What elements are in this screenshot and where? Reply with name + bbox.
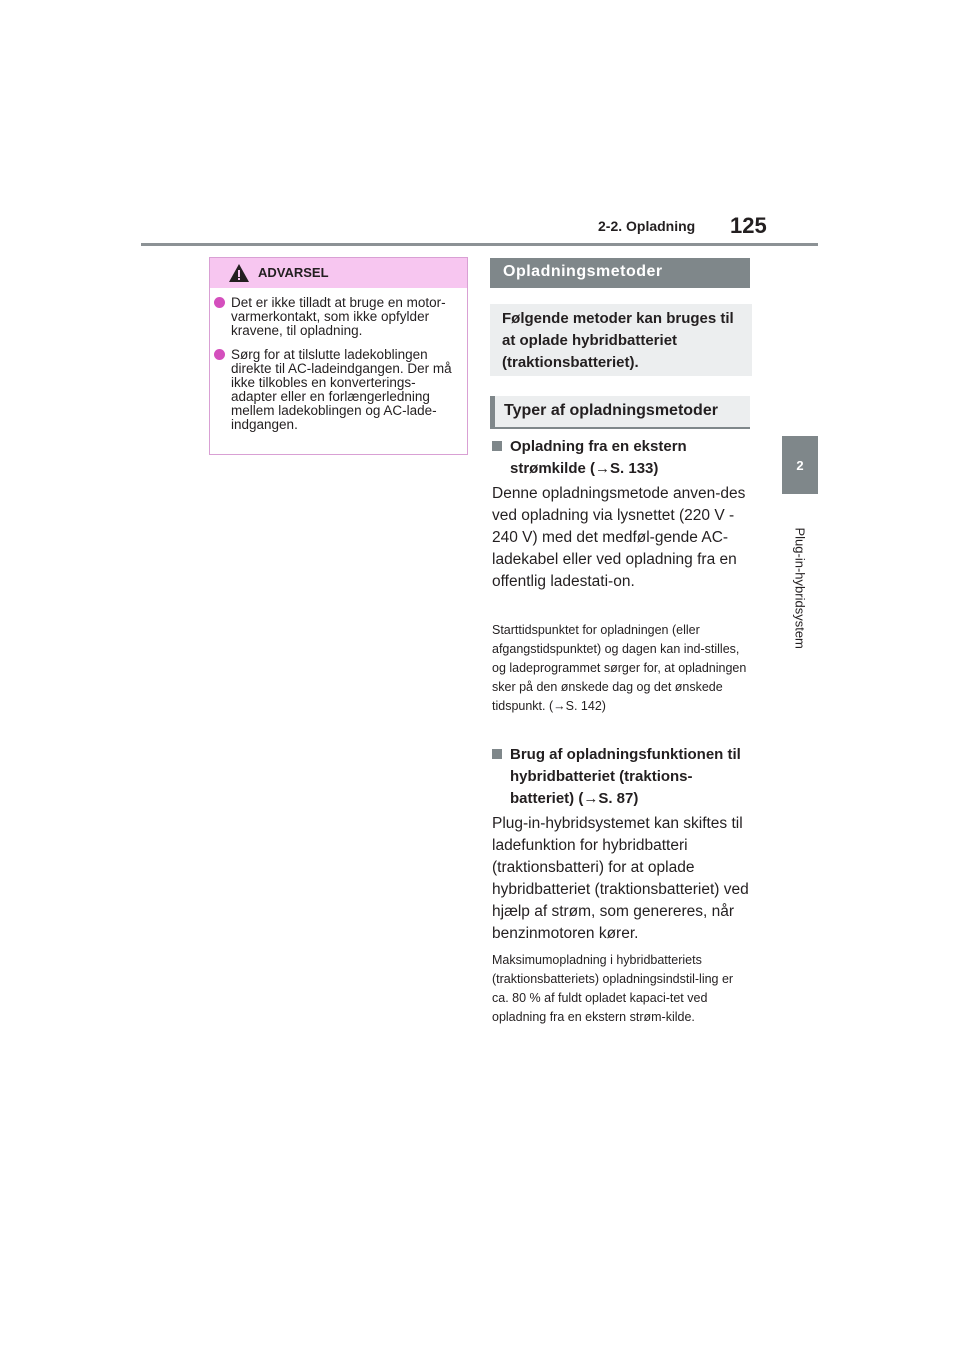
item-heading-text: Opladning fra en ekstern strømkilde (→S. 133) [510,438,687,477]
page-number: 125 [730,213,767,238]
square-bullet-icon [492,441,502,451]
warning-box [209,257,468,455]
warning-item [213,296,461,338]
item-heading [492,436,750,480]
item-note: Maksimumopladning i hybridbatteriets (traktionsbatteriets) opladningsindstil-ling er ca. 80 % af fuldt opladet kapaci-tet ved opladning fra en ekstern strøm-kilde. [492,953,734,1024]
subsection-heading [490,396,750,429]
section-heading-text: Opladningsmetoder [503,263,663,280]
item-note: Starttidspunktet for opladningen (eller afgangstidspunktet) og dagen kan ind-stilles, og ladeprogrammet sørger for, at opladningen sker på den ønskede dag og det ønskede tidspunkt. (→S. 142) [492,623,747,713]
item-body: Plug-in-hybridsystemet kan skiftes til ladefunktion for hybridbatteri (traktionsbatteri) for at oplade hybridbatteriet (traktionsbatteriet) ved hjælp af strøm, som genereres, når benzinmotoren kører. [492,815,749,942]
item-heading [492,744,750,810]
item-heading-text: Brug af opladningsfunktionen til hybridbatteriet (traktions-batteriet) (→S. 87) [510,746,741,807]
warning-item [213,348,461,432]
subsection-heading-text: Typer af opladningsmetoder [504,402,718,419]
section-title: 2-2. Opladning [598,218,696,234]
header-divider [141,243,818,246]
intro-text: Følgende metoder kan bruges til at oplade hybridbatteriet (traktionsbatteriet). [502,310,734,371]
chapter-label: Plug-in-hybridsystem [792,527,808,649]
square-bullet-icon [492,749,502,759]
intro-box [490,304,752,376]
bullet-icon [214,297,225,308]
chapter-number: 2 [796,458,804,473]
bullet-icon [214,349,225,360]
warning-item-text: Det er ikke tilladt at bruge en motor-varmerkontakt, som ikke opfylder kravene, til opladning. [231,295,446,338]
warning-triangle-icon [228,263,250,288]
chapter-tab [782,436,818,494]
item-body: Denne opladningsmetode anven-des ved opladning via lysnettet (220 V - 240 V) med det medføl-gende AC-ladekabel eller ved opladning fra en offentlig ladestati-on. [492,485,746,590]
section-heading [490,258,750,288]
warning-item-text: Sørg for at tilslutte ladekoblingen direkte til AC-ladeindgangen. Der må ikke tilkobles en konverterings-adapter eller en forlængerledning mellem ladekoblingen og AC-lade-indgangen. [231,347,452,432]
warning-header [210,258,467,288]
warning-title: ADVARSEL [258,265,329,280]
